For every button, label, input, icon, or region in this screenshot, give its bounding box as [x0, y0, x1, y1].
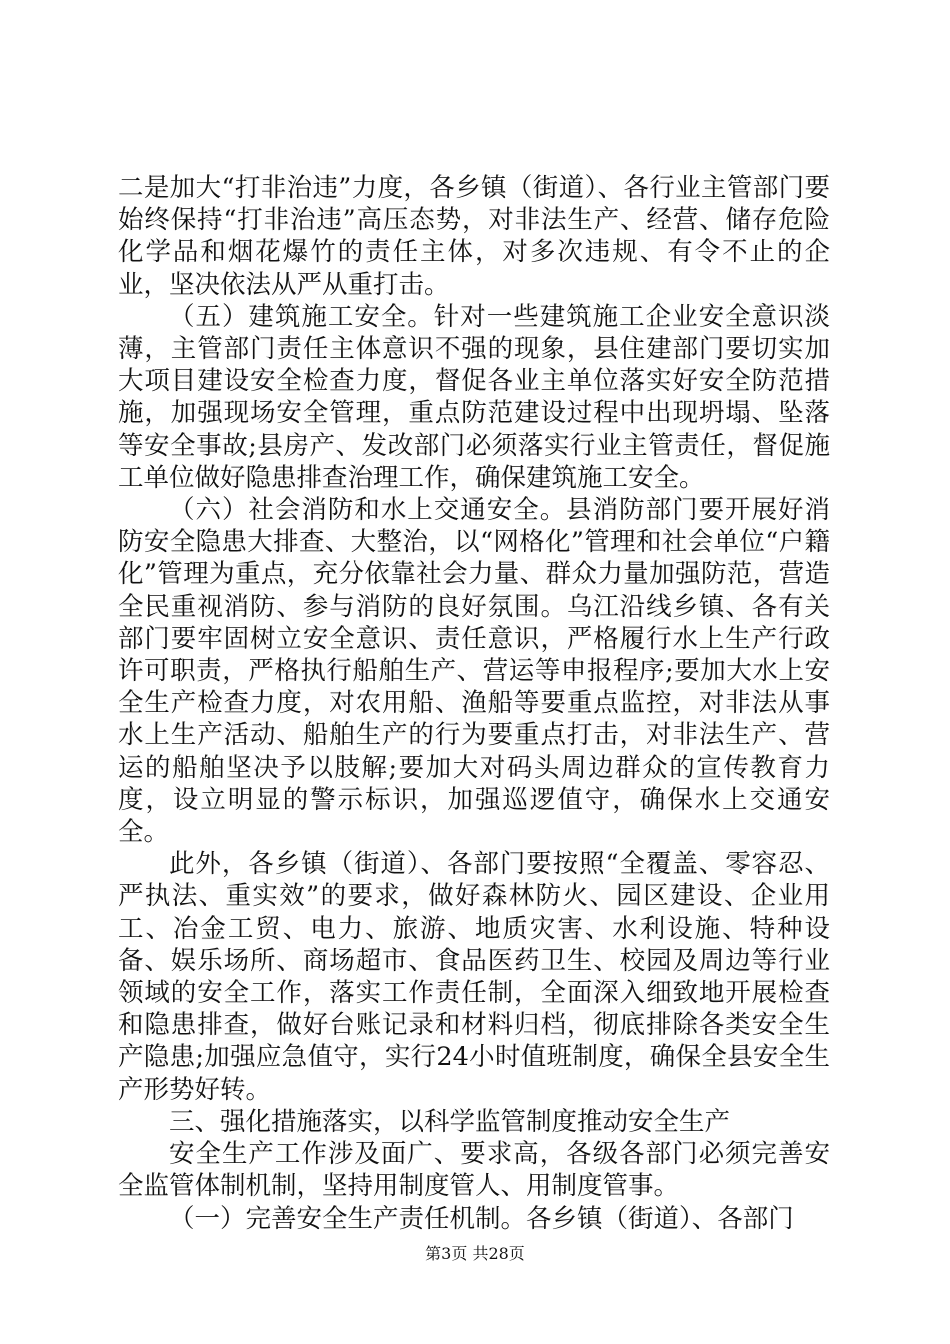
paragraph-other-sectors: 此外，各乡镇（街道）、各部门要按照“全覆盖、零容忍、严执法、重实效”的要求，做好森林防火、园区建设、企业用工、冶金工贸、电力、旅游、地质灾害、水利设施、特种设备、娱乐场所、商场超市、食品医药卫生、校园及周边等行业领域的安全工作，落实工作责任制，全面深入细致地开展检查和隐患排查，做好台账记录和材料归档，彻底排除各类安全生产隐患;加强应急值守，实行24小时值班制度，确保全县安全生产形势好转。 [118, 849, 830, 1105]
paragraph-crackdown: 二是加大“打非治违”力度，各乡镇（街道）、各行业主管部门要始终保持“打非治违”高压态势，对非法生产、经营、储存危险化学品和烟花爆竹的责任主体，对多次违规、有令不止的企业，坚决依法从严从重打击。 [118, 173, 830, 300]
paragraph-construction-safety: （五）建筑施工安全。针对一些建筑施工企业安全意识淡薄，主管部门责任主体意识不强的现象，县住建部门要切实加大项目建设安全检查力度，督促各业主单位落实好安全防范措施，加强现场安全管理，重点防范建设过程中出现坍塌、坠落等安全事故;县房产、发改部门必须落实行业主管责任，督促施工单位做好隐患排查治理工作，确保建筑施工安全。 [118, 301, 830, 493]
page-footer: 第3页 共28页 [425, 1244, 525, 1263]
document-body [118, 172, 830, 1235]
paragraph-fire-water-traffic: （六）社会消防和水上交通安全。县消防部门要开展好消防安全隐患大排查、大整治，以“网格化”管理和社会单位“户籍化”管理为重点，充分依靠社会力量、群众力量加强防范，营造全民重视消防、参与消防的良好氛围。乌江沿线乡镇、各有关部门要牢固树立安全意识、责任意识，严格履行水上生产行政许可职责，严格执行船舶生产、营运等申报程序;要加大水上安全生产检查力度，对农用船、渔船等要重点监控，对非法从事水上生产活动、船舶生产的行为要重点打击，对非法生产、营运的船舶坚决予以肢解;要加大对码头周边群众的宣传教育力度，设立明显的警示标识，加强巡逻值守，确保水上交通安全。 [118, 495, 830, 848]
paragraph-responsibility-mechanism: （一）完善安全生产责任机制。各乡镇（街道）、各部门 [169, 1203, 794, 1234]
section-heading-three: 三、强化措施落实，以科学监管制度推动安全生产 [169, 1106, 731, 1137]
paragraph-supervision-system: 安全生产工作涉及面广、要求高，各级各部门必须完善安全监管体制机制，坚持用制度管人、用制度管事。 [118, 1139, 830, 1202]
